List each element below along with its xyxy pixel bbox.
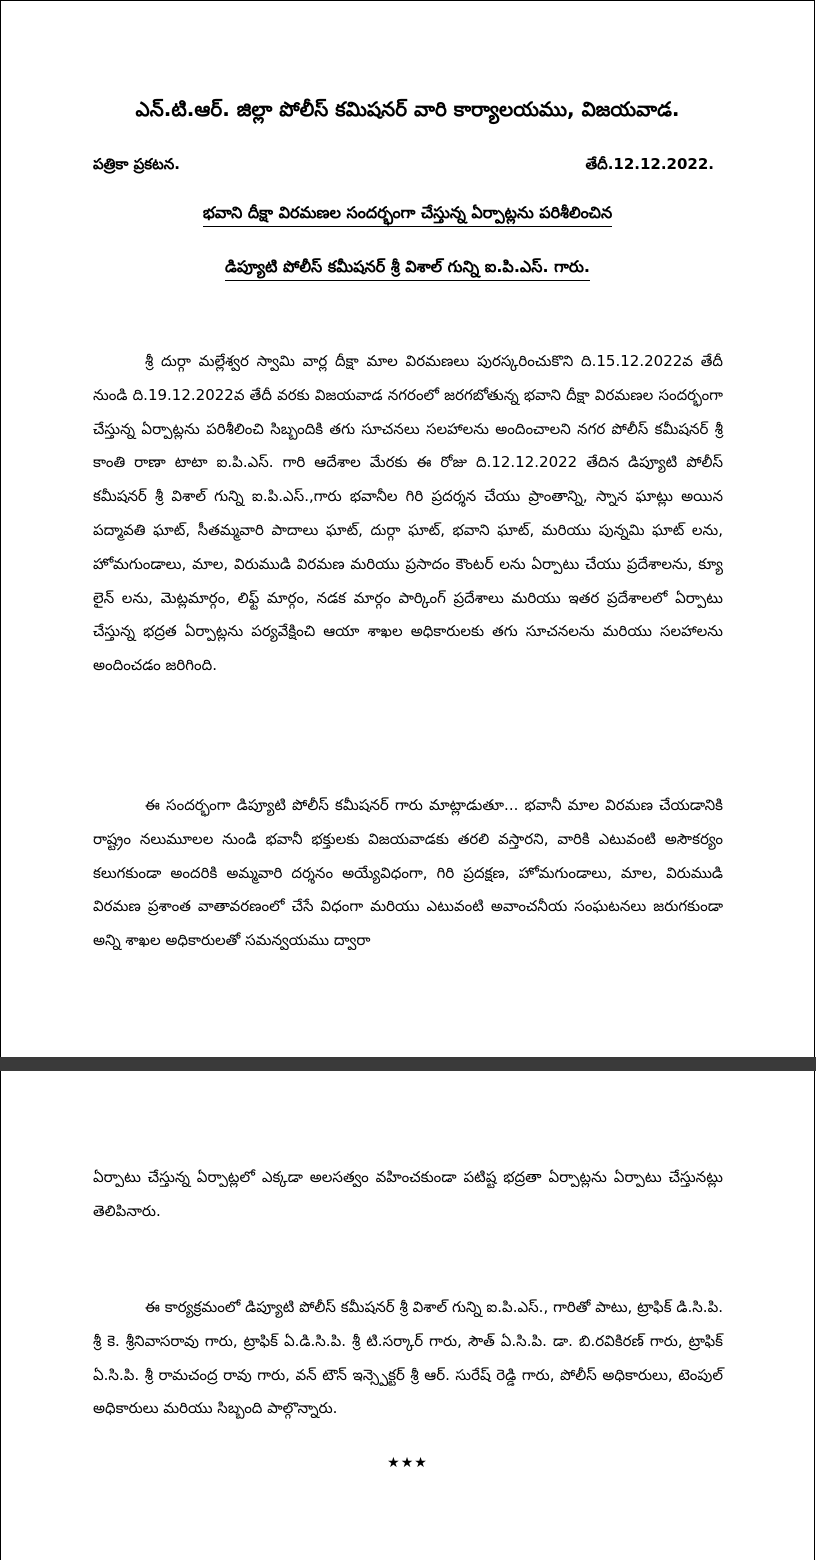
end-mark: ★★★ bbox=[387, 1455, 428, 1471]
headline-line-1: భవాని దీక్షా విరమణల సందర్భంగా చేస్తున్న ఏర్పాట్లను పరిశీలించిన bbox=[1, 203, 814, 226]
document-page-2 bbox=[0, 1071, 815, 1560]
page-separator bbox=[0, 1057, 816, 1071]
body-paragraph-2: ఈ సందర్భంగా డిప్యూటి పోలీస్ కమీషనర్ గారు మాట్లాడుతూ... భవానీ మాల విరమణ చేయడానికి రాష్ట్రం నలుమూలల నుండి భవానీ భక్తులకు విజయవాడకు తరలి వస్తారని, వారికి ఎటువంటి అసౌకర్యం కలుగకుండా అందరికి అమ్మవారి దర్శనం అయ్యేవిధంగా, గిరి ప్రదక్షణ, హోమగుండాలు, మాల, విరుముడి విరమణ ప్రశాంత వాతావరణంలో చేసే విధంగా మరియు ఎటువంటి అవాంచనీయ సంఘటనలు జరుగకుండా అన్ని శాఖల అధికారులతో సమన్వయము ద్వారా bbox=[93, 796, 723, 950]
office-header: ఎన్.టి.ఆర్. జిల్లా పోలీస్ కమిషనర్ వారి కార్యాలయము, విజయవాడ. bbox=[135, 97, 680, 121]
headline-line-2: డిప్యూటి పోలీస్ కమీషనర్ శ్రీ విశాల్ గున్ని ఐ.పి.ఎస్. గారు. bbox=[1, 257, 814, 280]
release-date: తేదీ.12.12.2022. bbox=[585, 155, 714, 173]
press-release-label: పత్రికా ప్రకటన. bbox=[93, 155, 180, 173]
body-paragraph-1: శ్రీ దుర్గా మల్లేశ్వర స్వామి వార్ల దీక్షా మాల విరమణలు పురస్కరించుకొని ది.15.12.2022వ తేదీ నుండి ది.19.12.2022వ తేదీ వరకు విజయవాడ నగరంలో జరగబోతున్న భవాని దీక్షా విరమణల సందర్భంగా చేస్తున్న ఏర్పాట్లను పరిశీలించి సిబ్బందికి తగు సూచనలు సలహాలను అందించాలని నగర పోలీస్ కమీషనర్ శ్రీ కాంతి రాణా టాటా ఐ.పి.ఎస్. గారి ఆదేశాల మేరకు ఈ రోజు ది.12.12.2022 తేదిన డిప్యూటి పోలీస్ కమీషనర్ శ్రీ విశాల్ గున్ని ఐ.పి.ఎస్.,గారు భవానీల గిరి ప్రదర్శన చేయు ప్రాంతాన్ని, స్నాన ఘాట్లు అయిన పద్మావతి ఘాట్, సీతమ్మవారి పాదాలు ఘాట్, దుర్గా ఘాట్, భవాని ఘాట్, మరియు పున్నమి ఘాట్ లను, హోమగుండాలు, మాల, విరుముడి విరమణ మరియు ప్రసాదం కౌంటర్ లను ఏర్పాటు చేయు ప్రదేశాలను, క్యూ లైన్ లను, మెట్లమార్గం, లిఫ్ట్ మార్గం, నడక మార్గం పార్కింగ్ ప్రదేశాలు మరియు ఇతర ప్రదేశాలలో ఏర్పాటు చేస్తున్న భద్రత ఏర్పాట్లను పర్యవేక్షించి ఆయా శాఖల అధికారులకు తగు సూచనలను మరియు సలహాలను అందించడం జరిగింది. bbox=[93, 352, 723, 675]
body-paragraph-4: ఈ కార్యక్రమంలో డిప్యూటి పోలీస్ కమీషనర్ శ్రీ విశాల్ గున్ని ఐ.పి.ఎస్., గారితో పాటు, ట్రాఫిక్ డి.సి.పి. శ్రీ కె. శ్రీనివాసరావు గారు, ట్రాఫిక్ ఏ.డి.సి.పి. శ్రీ టి.సర్కార్ గారు, సౌత్ ఏ.సి.పి. డా. బి.రవికిరణ్ గారు, ట్రాఫిక్ ఏ.సి.పి. శ్రీ రామచంద్ర రావు గారు, వన్ టౌన్ ఇన్స్పెక్టర్ శ్రీ ఆర్. సురేష్ రెడ్డి గారు, పోలీస్ అధికారులు, టెంపుల్ అధికారులు మరియు సిబ్బంది పాల్గొన్నారు. bbox=[93, 1298, 723, 1418]
body-paragraph-3: ఏర్పాటు చేస్తున్న ఏర్పాట్లలో ఎక్కడా అలసత్వం వహించకుండా పటిష్ట భద్రతా ఏర్పాట్లను ఏర్పాటు చేస్తునట్లు తెలిపినారు. bbox=[93, 1168, 723, 1220]
